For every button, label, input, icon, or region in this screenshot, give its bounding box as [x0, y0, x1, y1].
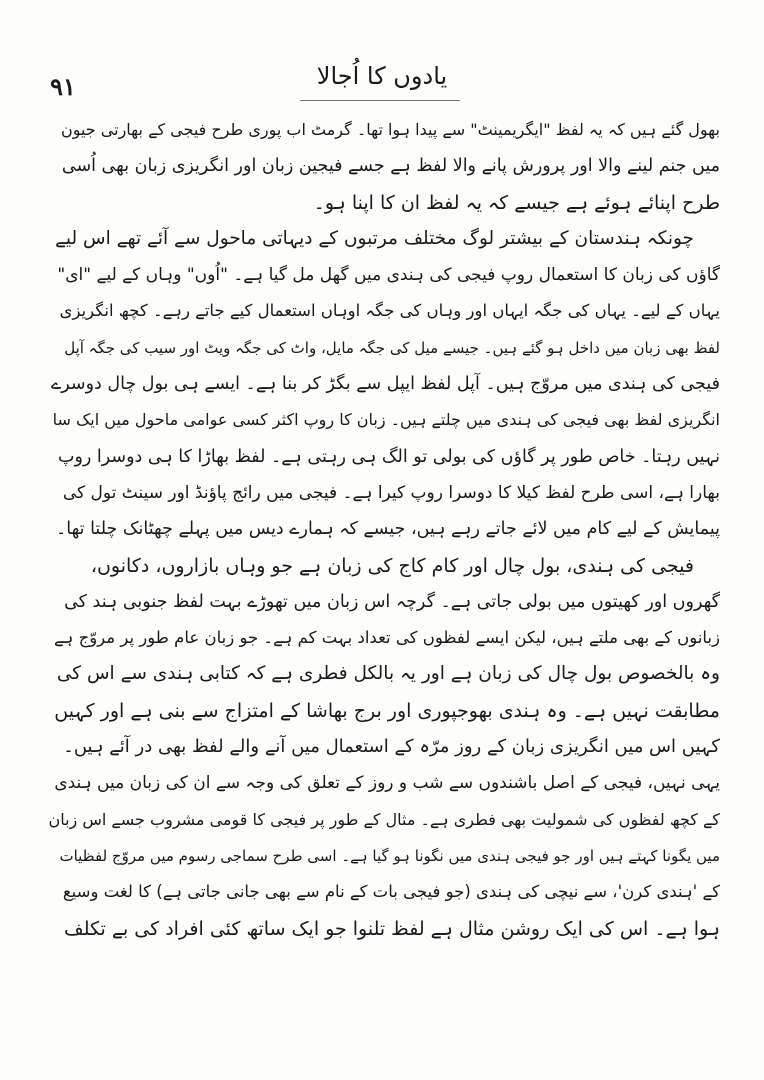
- page-number: ۹۱: [50, 72, 76, 101]
- text-line: طرح اپنائے ہوئے ہے جیسے کہ یہ لفظ ان کا اپنا ہو۔: [313, 191, 720, 214]
- text-line: وہ بالخصوص بول چال کی زبان ہے اور یہ بالکل فطری ہے کہ کتابی ہندی سے اس کی: [56, 663, 720, 685]
- text-line: میں جنم لینے والا اور پرورش پانے والا لفظ ہے جسے فیجین زبان اور انگریزی زبان بھی اُسی: [61, 156, 720, 177]
- text-line: گھروں اور کھیتوں میں بولی جاتی ہے۔ گرچہ اس زبان میں تھوڑے بہت لفظ جنوبی ہند کی: [64, 591, 720, 612]
- text-line: مطابقت نہیں ہے۔ وہ ہندی بھوجپوری اور برج بھاشا کے امتزاج سے بنی ہے اور کہیں: [54, 699, 720, 722]
- text-line: پیمایش کے لیے کام میں لائے جاتے رہے ہیں، جیسے کہ ہمارے دیس میں پہلے چھٹانک چلتا تھا۔: [56, 519, 720, 540]
- text-line: فیجی کی ہندی، بول چال اور کام کاج کی زبان ہے جو وہاں بازاروں، دکانوں،: [90, 554, 694, 577]
- text-line: یہاں کے لیے۔ یہاں کی جگہ ایہاں اور وہاں کی جگہ اوہاں استعمال کیے جاتے رہے۔ کچھ انگریزی: [59, 301, 720, 321]
- text-line: کے 'ہندی کرن'، سے نیچی کی ہندی (جو فیجی بات کے نام سے بھی جانی جاتی ہے) کا لغت وسیع: [62, 882, 720, 902]
- text-line: چونکہ ہندستان کے بیشتر لوگ مختلف مرتبوں کے دیہاتی ماحول سے آئے تھے اس لیے: [55, 227, 694, 249]
- text-line: بھارا ہے، اسی طرح لفظ کیلا کا دوسرا روپ کیرا ہے۔ فیجی میں رائج پاؤنڈ اور سینٹ تول کی: [62, 482, 720, 503]
- body-text: [48, 112, 720, 947]
- text-line: کے کچھ لفظوں کی شمولیت بھی فطری ہے۔ مثال کے طور پر فیجی کا قومی مشروب جسے اس زبان: [48, 809, 720, 829]
- text-line: گاؤں کی زبان کا استعمال روپ فیجی کی ہندی میں گھل مل گیا ہے۔ "اُوں" وہاں کے لیے "ای": [57, 265, 720, 286]
- text-line: یہی نہیں، فیجی کے اصل باشندوں سے شب و روز کے تعلق کی وجہ سے ان کی زبان میں ہندی: [54, 773, 720, 794]
- header-rule: [300, 100, 460, 101]
- running-header-title: یادوں کا اُجالا: [316, 62, 448, 90]
- text-line: نہیں رہتا۔ خاص طور پر گاؤں کی بولی تو الگ ہی رہتی ہے۔ لفظ بھاڑا کا ہی دوسرا روپ: [57, 446, 720, 467]
- text-line: فیجی کی ہندی میں مروّج ہیں۔ آپل لفظ ایپل سے بگڑ کر بنا ہے۔ ایسے ہی بول چال دوسرے: [51, 374, 720, 395]
- text-line: میں یگونا کہتے ہیں اور جو فیجی ہندی میں نگونا ہو گیا ہے۔ اسی طرح سماجی رسوم میں مروّج لفظیات: [59, 846, 720, 865]
- text-line: بھول گئے ہیں کہ یہ لفظ "ایگریمینٹ" سے پیدا ہوا تھا۔ گرمٹ اب پوری طرح فیجی کے بھارتی جیون: [60, 120, 720, 139]
- text-line: انگریزی لفظ بھی فیجی کی ہندی میں چلتے ہیں۔ زبان کا روپ اکثر کسی عوامی ماحول میں ایک سا: [52, 410, 720, 430]
- text-line: کہیں اس میں انگریزی زبان کے روز مرّہ کے استعمال میں آنے والے لفظ بھی در آئے ہیں۔: [63, 736, 720, 758]
- text-line: ہوا ہے۔ اس کی ایک روشن مثال ہے لفظ تلنوا جو ایک ساتھ کئی افراد کی بے تکلف: [64, 917, 720, 940]
- text-line: لفظ بھی زبان میں داخل ہو گئے ہیں۔ جیسے میل کی جگہ مایل، واٹ کی جگہ ویٹ اور سیب کی جگہ آپل: [64, 338, 720, 357]
- text-line: زبانوں کے بھی ملتے ہیں، لیکن ایسے لفظوں کی تعداد بہت کم ہے۔ جو زبان عام طور پر مروّج ہے: [53, 628, 720, 648]
